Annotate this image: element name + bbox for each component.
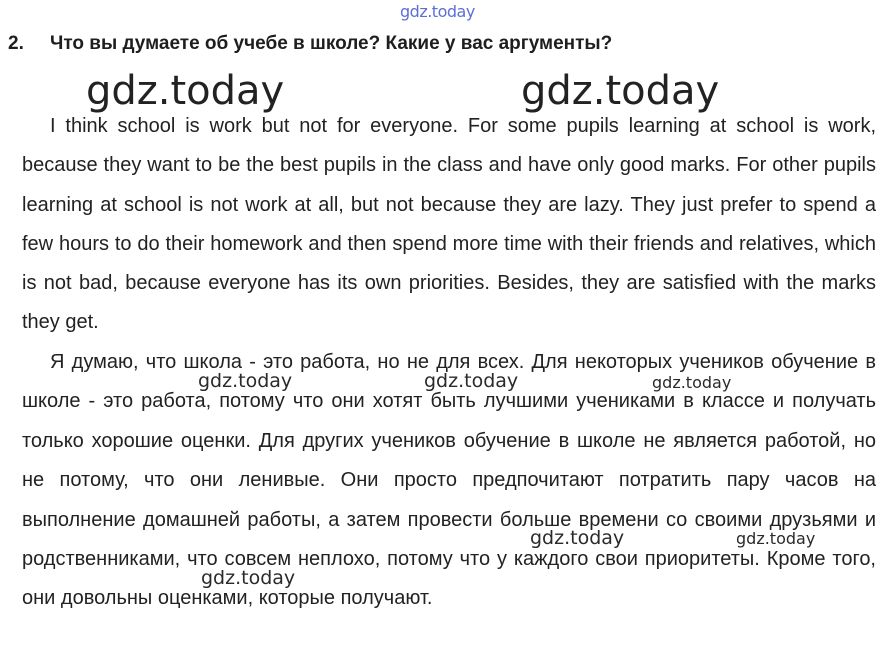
watermark-large-left: gdz.today [86, 68, 285, 114]
watermark-small: gdz.today [652, 373, 732, 392]
watermark-small: gdz.today [530, 527, 625, 549]
question-number: 2. [8, 33, 24, 54]
watermark-small: gdz.today [198, 370, 293, 392]
answer-english-paragraph: I think school is work but not for everyone. For some pupils learning at school is work, because they want to be the best pupils in the class and have only good marks. For other pupils learning at school is not work at all, but not because they are lazy. They just prefer to spend a few hours to do their homework and then spend more time with their friends and relatives, which is not bad, because everyone has its own priorities. Besides, they are satisfied with the marks they get. [22, 115, 876, 334]
watermark-small: gdz.today [736, 529, 816, 548]
question-heading [8, 33, 612, 55]
watermark-large-right: gdz.today [521, 68, 720, 114]
answer-russian-paragraph: Я думаю, что школа - это работа, но не для всех. Для некоторых учеников обучение в школе - это работа, потому что они хотят быть лучшими учениками в классе и получать только хорошие оценки. Для других учеников обучение в школе не является работой, но не потому, что они ленивые. Они просто предпочитают потратить пару часов на выполнение домашней работы, а затем провести больше времени со своими друзьями и родственниками, что совсем неплохо, потому что у каждого свои приоритеты. Кроме того, они довольны оценками, которые получают. [22, 351, 876, 610]
watermark-small: gdz.today [201, 567, 296, 589]
watermark-small: gdz.today [424, 370, 519, 392]
question-text: Что вы думаете об учебе в школе? Какие у вас аргументы? [50, 33, 613, 54]
watermark-top: gdz.today [400, 2, 475, 21]
